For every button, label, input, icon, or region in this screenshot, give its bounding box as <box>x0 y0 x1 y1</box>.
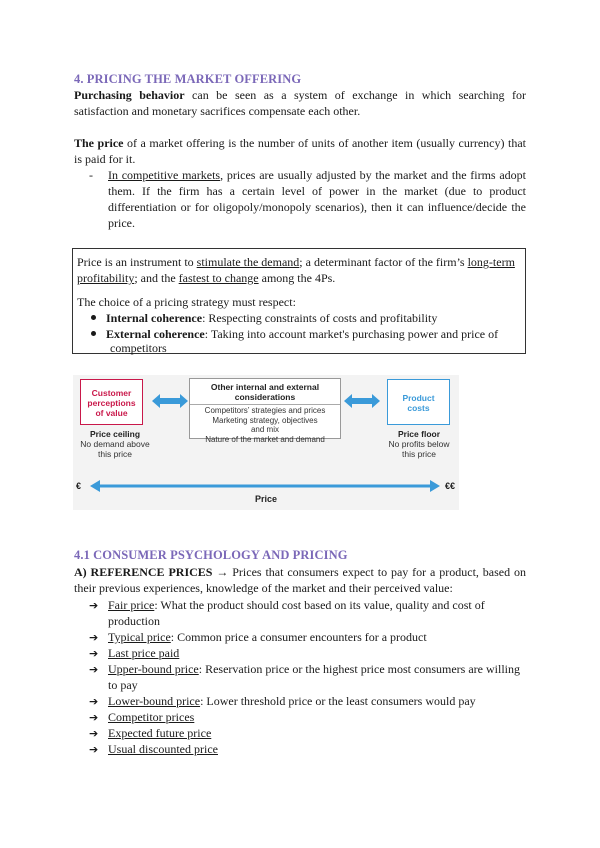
price-instrument-box <box>72 248 526 354</box>
item-text: : Reservation price or the highest price most consumers are willing <box>198 662 520 676</box>
other-considerations-list <box>190 405 340 444</box>
price-floor-title: Price floor <box>397 429 441 439</box>
title-line: considerations <box>234 392 296 402</box>
box-line-1 <box>77 254 523 270</box>
right-arrow-icon: → <box>212 565 233 579</box>
price-text-2: is paid for it. <box>74 152 136 166</box>
consideration-item: Marketing strategy, objectives <box>212 415 318 425</box>
item-text: : Common price a consumer encounters for a product <box>170 630 427 644</box>
competitive-bullet <box>89 167 526 231</box>
product-box-line: costs <box>407 403 430 413</box>
item-text: : Lower threshold price or the least consumers would pay <box>200 694 476 708</box>
section-title: 4. PRICING THE MARKET OFFERING <box>74 72 302 86</box>
bullet-dot <box>91 315 96 320</box>
external-term: External coherence <box>106 327 205 341</box>
external-text: : Taking into account market's purchasing power and price of <box>204 327 499 341</box>
price-floor-label <box>379 429 459 459</box>
arrow-bullet-icon: ➔ <box>89 631 99 644</box>
item-term: Typical price <box>108 630 171 644</box>
price-axis-arrow-icon <box>90 479 440 493</box>
reference-text-2: their previous experiences, knowledge of the market and their perceived value: <box>74 581 453 595</box>
list-item <box>89 725 529 742</box>
competitive-term: In competitive markets <box>108 168 221 182</box>
price-floor-sub: No profits below <box>388 439 450 449</box>
high-price-symbol: €€ <box>445 481 456 491</box>
consideration-item: and mix <box>250 425 279 434</box>
price-ceiling-label <box>75 429 155 459</box>
arrow-bullet-icon: ➔ <box>89 743 99 756</box>
list-item <box>89 645 529 662</box>
customer-box-line: Customer <box>91 388 132 398</box>
purchasing-text-1: can be seen as a system of exchange in which searching for <box>184 88 527 102</box>
purchasing-paragraph <box>74 87 526 119</box>
internal-term: Internal coherence <box>106 311 203 325</box>
reference-text-1: Prices that consumers expect to pay for a product, based on <box>232 565 526 579</box>
price-ceiling-sub: No demand above <box>80 439 150 449</box>
consideration-item: Nature of the market and demand <box>205 434 325 444</box>
other-considerations-title <box>190 379 340 405</box>
list-item <box>89 709 529 726</box>
purchasing-term: Purchasing behavior <box>74 88 185 102</box>
price-paragraph <box>74 135 526 167</box>
title-line: Other internal and external <box>210 382 320 392</box>
stimulate-demand-text: stimulate the demand <box>196 255 300 269</box>
box-text: among the 4Ps. <box>258 271 336 285</box>
item-text: : What the product should cost based on its value, quality and cost of <box>154 598 485 612</box>
price-ceiling-title: Price ceiling <box>89 429 141 439</box>
product-costs-box <box>387 379 450 425</box>
reference-prices-term: A) REFERENCE PRICES <box>74 565 213 579</box>
box-text: Price is an instrument to <box>77 255 197 269</box>
competitive-text-1: , prices are usually adjusted by the market and the firms adopt <box>220 168 526 182</box>
item-text: production <box>108 614 160 628</box>
arrow-bullet-icon: ➔ <box>89 695 99 708</box>
list-item <box>89 741 529 758</box>
price-term: The price <box>74 136 124 150</box>
double-arrow-icon <box>344 393 380 409</box>
box-line-2 <box>77 270 523 286</box>
internal-text: : Respecting constraints of costs and profitability <box>202 311 438 325</box>
box-choice-line: The choice of a pricing strategy must respect: <box>77 295 296 309</box>
subsection-title: 4.1 CONSUMER PSYCHOLOGY AND PRICING <box>74 548 348 562</box>
competitive-text-4: price. <box>108 216 135 230</box>
item-term: Fair price <box>108 598 155 612</box>
profitability-text: profitability <box>77 271 135 285</box>
purchasing-text-2: satisfaction and monetary sacrifices compensate each other. <box>74 104 361 118</box>
item-term: Competitor prices <box>108 710 195 724</box>
price-axis-label: Price <box>254 494 278 504</box>
dash-marker: - <box>89 168 93 182</box>
item-term: Usual discounted price <box>108 742 218 756</box>
arrow-bullet-icon: ➔ <box>89 599 99 612</box>
long-term-text: long-term <box>467 255 515 269</box>
arrow-bullet-icon: ➔ <box>89 647 99 660</box>
competitive-text-3: differentiation or for oligopoly/monopoly scenarios), then it can influence/decide the <box>108 200 526 214</box>
external-text-2: competitors <box>110 341 167 355</box>
arrow-bullet-icon: ➔ <box>89 663 99 676</box>
price-floor-sub: this price <box>401 449 436 459</box>
product-box-line: Product <box>402 393 435 403</box>
double-arrow-icon <box>152 393 188 409</box>
box-text: ; a determinant factor of the firm’s <box>299 255 468 269</box>
price-text-1: of a market offering is the number of units of another item (usually currency) that <box>123 136 526 150</box>
competitive-text-2: them. If the firm has a certain level of power in the market (due to product <box>108 184 526 198</box>
list-item <box>89 629 529 646</box>
box-text: ; and the <box>134 271 179 285</box>
customer-box-line: perceptions <box>87 398 136 408</box>
low-price-symbol: € <box>76 481 82 491</box>
list-item <box>89 693 529 710</box>
consideration-item: Competitors’ strategies and prices <box>204 406 326 415</box>
arrow-bullet-icon: ➔ <box>89 711 99 724</box>
customer-box-line: of value <box>95 408 128 418</box>
price-ceiling-sub: this price <box>97 449 132 459</box>
list-item <box>89 597 529 629</box>
fastest-to-change-text: fastest to change <box>178 271 259 285</box>
item-term: Expected future price <box>108 726 212 740</box>
item-term: Lower-bound price <box>108 694 201 708</box>
bullet-dot <box>91 331 96 336</box>
internal-coherence-bullet <box>91 310 537 326</box>
reference-prices-paragraph <box>74 564 526 596</box>
arrow-bullet-icon: ➔ <box>89 727 99 740</box>
pricing-figure <box>73 375 459 510</box>
item-text: to pay <box>108 678 138 692</box>
other-considerations-box <box>189 378 341 444</box>
customer-perceptions-box <box>80 379 143 425</box>
item-term: Last price paid <box>108 646 180 660</box>
list-item <box>89 661 529 693</box>
item-term: Upper-bound price <box>108 662 199 676</box>
